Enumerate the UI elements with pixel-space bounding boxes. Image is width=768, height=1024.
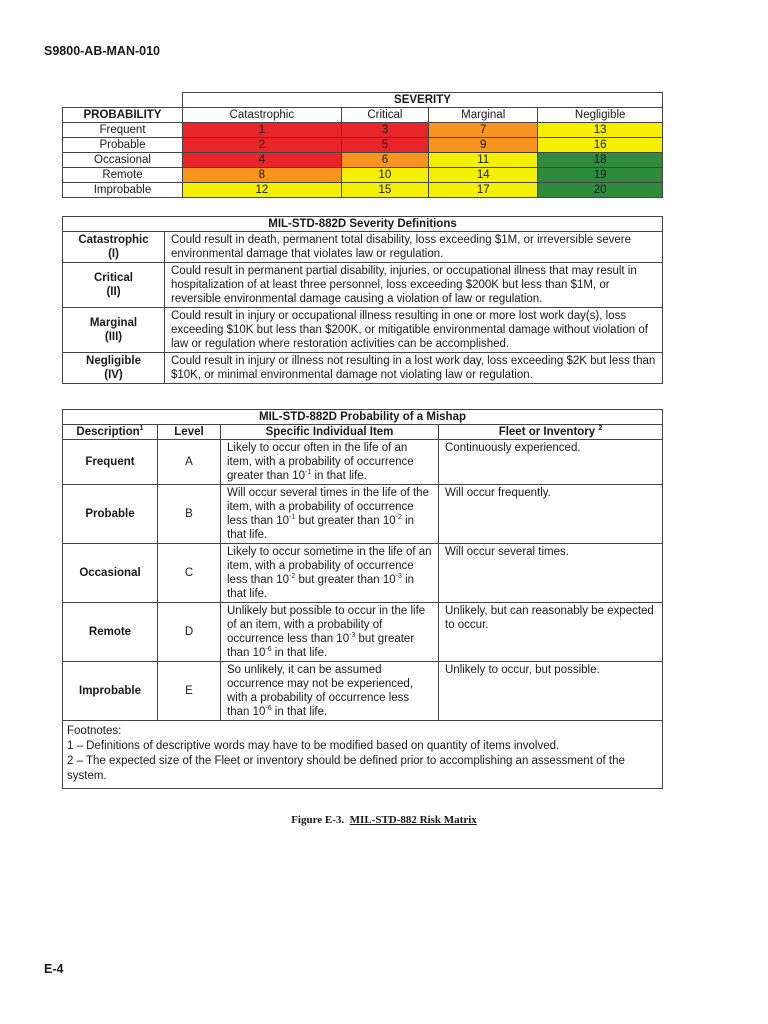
footnote: 1 – Definitions of descriptive words may have to be modified based on quantity of items involved.: [67, 740, 560, 752]
page-number: E-4: [44, 962, 64, 976]
figure-title: MIL-STD-882 Risk Matrix: [349, 814, 477, 826]
probability-header-row: [63, 425, 663, 440]
probability-description: Remote: [63, 603, 158, 662]
severity-col-header: Catastrophic: [183, 108, 342, 123]
risk-cell: 16: [538, 138, 663, 153]
severity-category: Marginal: [89, 317, 138, 329]
matrix-header-row: [63, 108, 663, 123]
severity-name: [63, 308, 165, 353]
risk-cell: 18: [538, 153, 663, 168]
item-header: Specific Individual Item: [221, 425, 439, 440]
document-id: S9800-AB-MAN-010: [44, 44, 161, 58]
matrix-row: [63, 138, 663, 153]
probability-row-label: Probable: [63, 138, 183, 153]
probability-level: B: [158, 485, 221, 544]
severity-definition-row: [63, 263, 663, 308]
severity-definitions-title: MIL-STD-882D Severity Definitions: [63, 217, 663, 232]
footnote: 2 – The expected size of the Fleet or inventory should be defined prior to accomplishing an assessment of the system.: [67, 755, 625, 782]
individual-item-text: Likely to occur sometime in the life of an item, with a probability of occurrence less than $10^{-2}$ but greater than $10^{-3}$ in that life.: [221, 544, 439, 603]
probability-description: Probable: [63, 485, 158, 544]
individual-item-text: Unlikely but possible to occur in the life of an item, with a probability of occurrence less than $10^{-3}$ but greater than $10^{-6}$ in that life.: [221, 603, 439, 662]
probability-row: [63, 440, 663, 485]
severity-definition: Could result in death, permanent total disability, loss exceeding $1M, or irreversible severe environmental damage that violates law or regulation.: [165, 232, 663, 263]
risk-cell: 9: [429, 138, 538, 153]
footnotes: [63, 721, 663, 789]
risk-cell: 1: [183, 123, 342, 138]
risk-cell: 12: [183, 183, 342, 198]
severity-category: Negligible: [86, 355, 141, 367]
risk-cell: 2: [183, 138, 342, 153]
severity-definition: Could result in permanent partial disability, injuries, or occupational illness that may result in hospitalization of at least three personnel, loss exceeding $200K but less than $1M, or reversible environmental damage causing a violation of law or regulation.: [165, 263, 663, 308]
footnotes-heading: Footnotes:: [67, 725, 122, 737]
severity-category: Critical: [94, 272, 133, 284]
severity-name: [63, 353, 165, 384]
risk-cell: 11: [429, 153, 538, 168]
probability-table: [62, 409, 663, 789]
probability-description: Improbable: [63, 662, 158, 721]
figure-label: Figure E-3.: [291, 814, 345, 826]
severity-category: Catastrophic: [78, 234, 149, 246]
description-header: Description$^1$: [63, 425, 158, 440]
risk-cell: 3: [341, 123, 428, 138]
severity-roman: (III): [104, 331, 123, 343]
probability-row-label: Occasional: [63, 153, 183, 168]
risk-cell: 17: [429, 183, 538, 198]
risk-cell: 20: [538, 183, 663, 198]
severity-roman: (I): [108, 248, 119, 260]
probability-row: [63, 544, 663, 603]
probability-row-label: Improbable: [63, 183, 183, 198]
risk-cell: 4: [183, 153, 342, 168]
probability-description: Occasional: [63, 544, 158, 603]
risk-cell: 10: [341, 168, 428, 183]
individual-item-text: So unlikely, it can be assumed occurrence may not be experienced, with a probability of occurrence less than $10^{-6}$ in that life.: [221, 662, 439, 721]
fleet-inventory-text: Will occur frequently.: [439, 485, 663, 544]
severity-definition-row: [63, 308, 663, 353]
risk-cell: 5: [341, 138, 428, 153]
risk-cell: 15: [341, 183, 428, 198]
risk-cell: 14: [429, 168, 538, 183]
probability-table-title: MIL-STD-882D Probability of a Mishap: [63, 410, 663, 425]
severity-name: [63, 263, 165, 308]
figure-caption: [0, 814, 768, 826]
probability-header: PROBABILITY: [63, 108, 183, 123]
matrix-row: [63, 183, 663, 198]
severity-col-header: Marginal: [429, 108, 538, 123]
probability-level: D: [158, 603, 221, 662]
probability-description: Frequent: [63, 440, 158, 485]
severity-roman: (II): [106, 286, 121, 298]
fleet-inventory-text: Continuously experienced.: [439, 440, 663, 485]
risk-cell: 7: [429, 123, 538, 138]
individual-item-text: Likely to occur often in the life of an item, with a probability of occurrence greater than $10^{-1}$ in that life.: [221, 440, 439, 485]
probability-row: [63, 662, 663, 721]
risk-matrix: [62, 92, 663, 198]
severity-col-header: Critical: [341, 108, 428, 123]
severity-definition-row: [63, 353, 663, 384]
probability-row-label: Remote: [63, 168, 183, 183]
level-header: Level: [158, 425, 221, 440]
individual-item-text: Will occur several times in the life of the item, with a probability of occurrence less than $10^{-1}$ but greater than $10^{-2}$ in that life.: [221, 485, 439, 544]
severity-definition-row: [63, 232, 663, 263]
severity-definition: Could result in injury or occupational illness resulting in one or more lost work day(s), loss exceeding $10K but less than $200K, or mitigatible environmental damage without violation of law or regulation where restoration activities can be accomplished.: [165, 308, 663, 353]
risk-cell: 19: [538, 168, 663, 183]
severity-definition: Could result in injury or illness not resulting in a lost work day, loss exceeding $2K but less than $10K, or minimal environmental damage not violating law or regulation.: [165, 353, 663, 384]
fleet-header: Fleet or Inventory $^2$: [439, 425, 663, 440]
probability-level: C: [158, 544, 221, 603]
risk-cell: 6: [341, 153, 428, 168]
risk-cell: 13: [538, 123, 663, 138]
probability-row-label: Frequent: [63, 123, 183, 138]
matrix-row: [63, 168, 663, 183]
matrix-row: [63, 153, 663, 168]
risk-cell: 8: [183, 168, 342, 183]
severity-name: [63, 232, 165, 263]
probability-level: A: [158, 440, 221, 485]
severity-col-header: Negligible: [538, 108, 663, 123]
severity-roman: (IV): [104, 369, 123, 381]
probability-row: [63, 485, 663, 544]
severity-header: SEVERITY: [183, 93, 663, 108]
matrix-row: [63, 123, 663, 138]
fleet-inventory-text: Will occur several times.: [439, 544, 663, 603]
probability-row: [63, 603, 663, 662]
fleet-inventory-text: Unlikely to occur, but possible.: [439, 662, 663, 721]
severity-definitions-table: [62, 216, 663, 384]
probability-level: E: [158, 662, 221, 721]
fleet-inventory-text: Unlikely, but can reasonably be expected to occur.: [439, 603, 663, 662]
